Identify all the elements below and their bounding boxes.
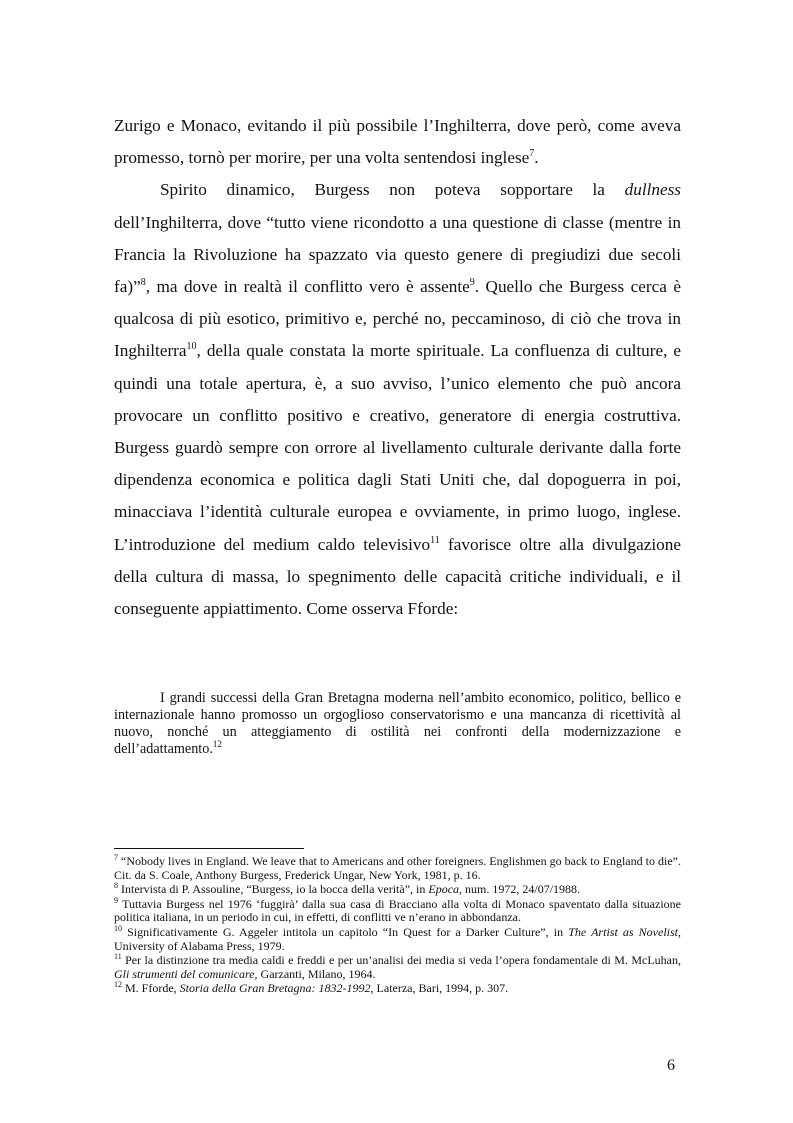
footnote-ref: 11 <box>430 534 440 546</box>
italic-text: Epoca <box>428 882 460 897</box>
text-run: , Garzanti, Milano, 1964. <box>254 966 376 981</box>
footnote-ref: 12 <box>212 739 222 749</box>
footnote-ref: 7 <box>114 853 118 862</box>
text-run: . <box>534 148 539 168</box>
text-run: M. Fforde, <box>122 981 180 996</box>
footnote-ref: 8 <box>114 881 118 891</box>
text-run: , Laterza, Bari, 1994, p. 307. <box>370 981 509 996</box>
italic-text: Storia della Gran Bretagna: 1832-1992 <box>179 981 371 996</box>
text-run: Significativamente G. Aggeler intitola un capitolo “In Quest for a Darker Culture”, in <box>122 924 569 939</box>
footnote-ref: 9 <box>469 277 475 289</box>
text-run: , ma dove in realtà il conflitto vero è assente <box>145 277 470 297</box>
text-run: “Nobody lives in England. We leave that to Americans and other foreigners. Englishmen go back to England to die”. Cit. da S. Coale, Anthony Burgess, Frederick Ungar, New York, 1981, p. 16. <box>114 854 681 882</box>
page-number: 6 <box>667 1057 675 1074</box>
footnote-ref: 8 <box>140 277 146 289</box>
text-run: I grandi successi della Gran Bretagna moderna nell’ambito economico, politico, bellico e internazionale hanno promosso un orgoglioso conservatorismo e una mancanza di ricettività al nuovo, nonché un atteggiamento di ostilità nei confronti della modernizzazione e dell’adattamento. <box>114 690 681 757</box>
text-run: Intervista di P. Assouline, “Burgess, io la bocca della verità”, in <box>118 882 429 897</box>
text-run: , num. 1972, 24/07/1988. <box>459 882 581 897</box>
footnote-ref: 10 <box>186 341 197 353</box>
footnote-ref: 9 <box>114 895 118 905</box>
footnote-ref: 11 <box>114 952 122 962</box>
footnote-9 <box>114 895 681 925</box>
footnote-separator <box>114 848 304 849</box>
text-run: Spirito dinamico, Burgess non poteva sopportare la <box>160 180 625 200</box>
footnotes <box>114 855 681 997</box>
text-run: Zurigo e Monaco, evitando il più possibile l’Inghilterra, dove però, come aveva promesso, tornò per morire, per una volta sentendosi inglese <box>114 116 681 168</box>
footnote-ref: 12 <box>114 980 122 990</box>
footnote-7 <box>114 855 681 882</box>
footnote-10 <box>114 923 682 953</box>
footnote-11 <box>114 954 681 981</box>
text-run: . Quello che Burgess cerca è qualcosa di più esotico, primitivo e, perché no, peccaminoso, di ciò che trova in Inghilterra <box>114 277 681 361</box>
footnote-ref: 7 <box>529 148 535 160</box>
text-run: Per la distinzione tra media caldi e freddi e per un’analisi dei media si veda l’opera fondamentale di M. McLuhan, <box>121 953 681 968</box>
italic-text: dullness <box>624 180 681 200</box>
block-quote <box>114 690 681 758</box>
italic-text: The Artist as Novelist <box>568 924 679 939</box>
paragraph-1 <box>114 110 681 174</box>
paragraph-2 <box>114 174 681 625</box>
text-run: , della quale constata la morte spirituale. La confluenza di culture, e quindi una totale apertura, è, a suo avviso, l’unico elemento che può ancora provocare un conflitto positivo e creativo, generatore di energia costruttiva. Burgess guardò sempre con orrore al livellamento culturale derivante dalla forte dipendenza economica e politica dagli Stati Uniti che, dal dopoguerra in poi, minacciava l’identità culturale europea e ovviamente, in primo luogo, inglese. L’introduzione del medium caldo televisivo <box>114 341 681 554</box>
text-run: favorisce oltre alla divulgazione della cultura di massa, lo spegnimento delle capacità critiche individuali, e il conseguente appiattimento. Come osserva Fforde: <box>114 534 681 619</box>
footnote-12 <box>114 982 681 996</box>
text-run: Tuttavia Burgess nel 1976 ‘fuggirà’ dalla sua casa di Bracciano alla volta di Monaco spaventato dalla situazione politica italiana, in un periodo in cui, in effetti, di conflitti ve n’erano in abbondanza. <box>114 896 681 925</box>
footnote-ref: 10 <box>114 923 122 933</box>
footnote-8 <box>114 883 681 897</box>
text-run: , University of Alabama Press, 1979. <box>114 924 682 953</box>
text-run: dell’Inghilterra, dove “tutto viene ricondotto a una questione di classe (mentre in Francia la Rivoluzione ha spazzato via questo genere di pregiudizi due secoli fa)” <box>114 212 681 297</box>
block-quote-text <box>114 690 681 758</box>
italic-text: Gli strumenti del comunicare <box>114 966 255 981</box>
body-text <box>114 110 681 625</box>
